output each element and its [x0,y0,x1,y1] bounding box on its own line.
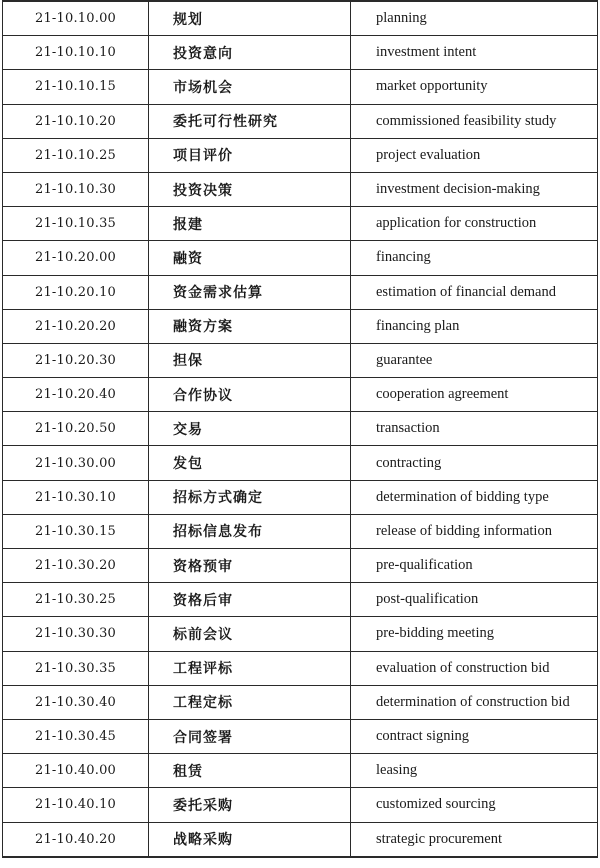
english-term-cell: guarantee [351,343,598,377]
code-cell: 21-10.30.00 [3,446,149,480]
english-term-cell: pre-qualification [351,549,598,583]
chinese-term-cell: 融资方案 [149,309,351,343]
english-term-cell: transaction [351,412,598,446]
english-term-cell: commissioned feasibility study [351,104,598,138]
english-term-cell: determination of construction bid [351,685,598,719]
code-cell: 21-10.40.00 [3,754,149,788]
table-row [3,241,598,275]
chinese-term-cell: 投资决策 [149,172,351,206]
chinese-term-cell: 招标方式确定 [149,480,351,514]
table-row [3,651,598,685]
code-cell: 21-10.30.40 [3,685,149,719]
chinese-term-cell: 委托可行性研究 [149,104,351,138]
code-cell: 21-10.20.20 [3,309,149,343]
chinese-term-cell: 合同签署 [149,719,351,753]
classification-table [2,0,598,858]
code-cell: 21-10.10.00 [3,1,149,36]
english-term-cell: estimation of financial demand [351,275,598,309]
english-term-cell: planning [351,1,598,36]
english-term-cell: financing plan [351,309,598,343]
code-cell: 21-10.30.45 [3,719,149,753]
classification-table-container [2,0,598,858]
chinese-term-cell: 担保 [149,343,351,377]
english-term-cell: leasing [351,754,598,788]
table-row [3,275,598,309]
english-term-cell: application for construction [351,207,598,241]
table-row [3,412,598,446]
table-row [3,788,598,822]
code-cell: 21-10.30.10 [3,480,149,514]
table-body [3,1,598,857]
code-cell: 21-10.20.40 [3,378,149,412]
chinese-term-cell: 合作协议 [149,378,351,412]
english-term-cell: cooperation agreement [351,378,598,412]
chinese-term-cell: 委托采购 [149,788,351,822]
table-row [3,446,598,480]
table-row [3,617,598,651]
table-row [3,70,598,104]
chinese-term-cell: 项目评价 [149,138,351,172]
table-row [3,104,598,138]
code-cell: 21-10.30.30 [3,617,149,651]
code-cell: 21-10.10.30 [3,172,149,206]
code-cell: 21-10.10.25 [3,138,149,172]
code-cell: 21-10.30.35 [3,651,149,685]
chinese-term-cell: 市场机会 [149,70,351,104]
code-cell: 21-10.20.10 [3,275,149,309]
code-cell: 21-10.20.30 [3,343,149,377]
table-row [3,514,598,548]
chinese-term-cell: 规划 [149,1,351,36]
table-row [3,685,598,719]
english-term-cell: contracting [351,446,598,480]
code-cell: 21-10.20.50 [3,412,149,446]
english-term-cell: financing [351,241,598,275]
english-term-cell: determination of bidding type [351,480,598,514]
code-cell: 21-10.30.15 [3,514,149,548]
table-row [3,822,598,857]
code-cell: 21-10.10.20 [3,104,149,138]
chinese-term-cell: 投资意向 [149,36,351,70]
table-row [3,378,598,412]
table-row [3,138,598,172]
code-cell: 21-10.30.20 [3,549,149,583]
english-term-cell: evaluation of construction bid [351,651,598,685]
table-row [3,172,598,206]
table-row [3,754,598,788]
chinese-term-cell: 标前会议 [149,617,351,651]
english-term-cell: contract signing [351,719,598,753]
table-row [3,207,598,241]
code-cell: 21-10.10.10 [3,36,149,70]
chinese-term-cell: 资格预审 [149,549,351,583]
table-row [3,343,598,377]
english-term-cell: investment intent [351,36,598,70]
chinese-term-cell: 融资 [149,241,351,275]
table-row [3,36,598,70]
english-term-cell: pre-bidding meeting [351,617,598,651]
chinese-term-cell: 资格后审 [149,583,351,617]
table-row [3,583,598,617]
code-cell: 21-10.20.00 [3,241,149,275]
english-term-cell: post-qualification [351,583,598,617]
chinese-term-cell: 战略采购 [149,822,351,857]
table-row [3,719,598,753]
english-term-cell: release of bidding information [351,514,598,548]
code-cell: 21-10.10.15 [3,70,149,104]
chinese-term-cell: 报建 [149,207,351,241]
table-row [3,309,598,343]
chinese-term-cell: 租赁 [149,754,351,788]
chinese-term-cell: 资金需求估算 [149,275,351,309]
chinese-term-cell: 招标信息发布 [149,514,351,548]
code-cell: 21-10.40.10 [3,788,149,822]
table-row [3,480,598,514]
code-cell: 21-10.10.35 [3,207,149,241]
english-term-cell: investment decision-making [351,172,598,206]
chinese-term-cell: 发包 [149,446,351,480]
chinese-term-cell: 工程定标 [149,685,351,719]
english-term-cell: strategic procurement [351,822,598,857]
code-cell: 21-10.30.25 [3,583,149,617]
table-row [3,549,598,583]
table-row [3,1,598,36]
chinese-term-cell: 交易 [149,412,351,446]
english-term-cell: project evaluation [351,138,598,172]
chinese-term-cell: 工程评标 [149,651,351,685]
english-term-cell: customized sourcing [351,788,598,822]
english-term-cell: market opportunity [351,70,598,104]
code-cell: 21-10.40.20 [3,822,149,857]
